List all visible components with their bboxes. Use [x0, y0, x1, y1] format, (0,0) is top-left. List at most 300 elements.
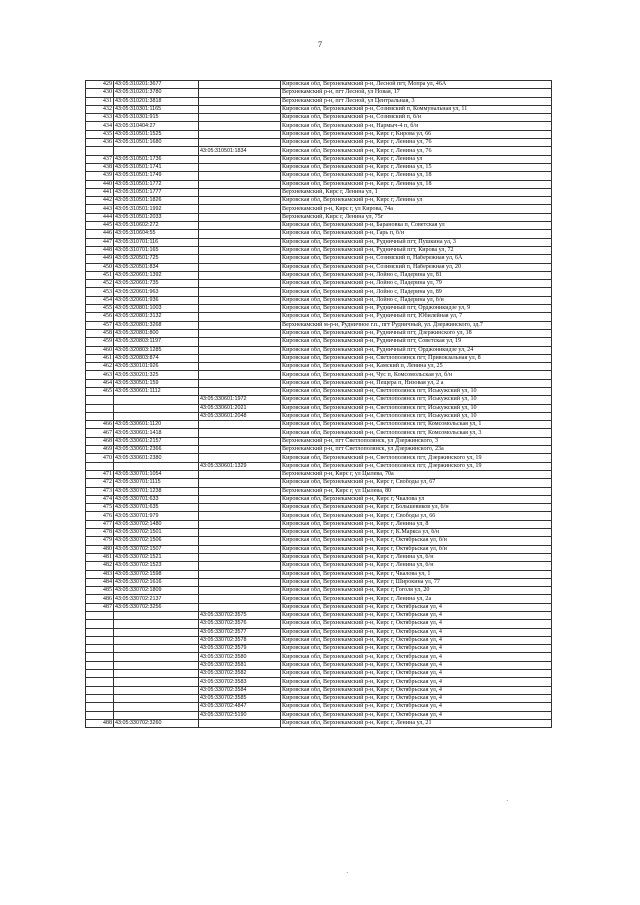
address-cell: Кировская обл, Верхнекамский р-н, Кирс г, Ленина ул, 18 — [281, 180, 552, 188]
row-number-cell: 472 — [86, 479, 114, 487]
cadastral-number-cell: 43:05:330501:159 — [114, 379, 199, 387]
row-number-cell: 446 — [86, 230, 114, 238]
row-number-cell — [86, 628, 114, 636]
table-row — [86, 105, 552, 113]
linked-cadastral-number-cell: 43:05:330702:3582 — [199, 670, 281, 678]
cadastral-number-cell: 43:05:310501:1749 — [114, 172, 199, 180]
row-number-cell: 488 — [86, 719, 114, 727]
row-number-cell: 479 — [86, 537, 114, 545]
cadastral-number-cell: 43:05:310301:915 — [114, 114, 199, 122]
row-number-cell: 456 — [86, 313, 114, 321]
linked-cadastral-number-cell — [199, 213, 281, 221]
linked-cadastral-number-cell — [199, 512, 281, 520]
linked-cadastral-number-cell — [199, 205, 281, 213]
row-number-cell: 443 — [86, 205, 114, 213]
linked-cadastral-number-cell: 43:05:330702:3575 — [199, 612, 281, 620]
table-row — [86, 512, 552, 520]
row-number-cell: 459 — [86, 338, 114, 346]
address-cell: Кировская обл, Верхнекамский р-н, Светлополянск пгт, Дзержинского ул, 19 — [281, 454, 552, 462]
table-row — [86, 653, 552, 661]
cadastral-number-cell: 43:05:330702:1521 — [114, 553, 199, 561]
row-number-cell: 465 — [86, 387, 114, 395]
table-row — [86, 686, 552, 694]
row-number-cell — [86, 670, 114, 678]
linked-cadastral-number-cell — [199, 114, 281, 122]
address-cell: Кировская обл, Верхнекамский р-н, Светлополянск пгт, Иськужский ул, 10 — [281, 412, 552, 420]
address-cell: Кировская обл, Верхнекамский р-н, Кирс г, Октябрьская ул, 4 — [281, 620, 552, 628]
row-number-cell: 460 — [86, 346, 114, 354]
linked-cadastral-number-cell: 43:05:310501:1834 — [199, 147, 281, 155]
table-row — [86, 238, 552, 246]
cadastral-number-cell: 43:05:310501:2033 — [114, 213, 199, 221]
cadastral-number-cell: 43:05:310501:1992 — [114, 205, 199, 213]
table-row — [86, 246, 552, 254]
table-row — [86, 147, 552, 155]
row-number-cell: 474 — [86, 495, 114, 503]
table-row — [86, 139, 552, 147]
linked-cadastral-number-cell: 43:05:330702:3580 — [199, 653, 281, 661]
row-number-cell: 466 — [86, 421, 114, 429]
cadastral-number-cell: 43:05:330702:1809 — [114, 587, 199, 595]
address-cell: Кировская обл, Верхнекамский р-н, Лойно с, Падерина ул, 81 — [281, 271, 552, 279]
table-row — [86, 81, 552, 89]
linked-cadastral-number-cell — [199, 470, 281, 478]
address-cell: Кировская обл, Верхнекамский р-н, Рудничный пгт, Орджоникидзе ул, 24 — [281, 346, 552, 354]
address-cell: Кировская обл, Верхнекамский р-н, Рудничный пгт, Советская ул, 19 — [281, 338, 552, 346]
address-cell: Кировская обл, Верхнекамский р-н, Рудничный пгт, Юбилейная ул, 7 — [281, 313, 552, 321]
row-number-cell — [86, 147, 114, 155]
cadastral-number-cell: 43:05:330702:1523 — [114, 562, 199, 570]
table-row — [86, 578, 552, 586]
address-cell: Кировская обл, Верхнекамский р-н, Кирс г, Октябрьская ул, 4 — [281, 686, 552, 694]
address-cell: Кировская обл, Верхнекамский р-н, Кирс г, Ленина ул, 76 — [281, 139, 552, 147]
row-number-cell — [86, 686, 114, 694]
cadastral-number-cell — [114, 636, 199, 644]
cadastral-number-cell: 43:05:310602:272 — [114, 222, 199, 230]
cadastral-number-cell: 43:05:320801:3268 — [114, 321, 199, 329]
table-row — [86, 122, 552, 130]
cadastral-number-cell — [114, 678, 199, 686]
address-cell: Кировская обл, Верхнекамский р-н, Лойно с, Падерина ул, б/н — [281, 296, 552, 304]
linked-cadastral-number-cell — [199, 230, 281, 238]
address-cell: Кировская обл, Верхнекамский р-н, Кирс г, Ленина ул — [281, 197, 552, 205]
cadastral-number-cell: 43:05:320803:1285 — [114, 346, 199, 354]
table-row — [86, 645, 552, 653]
row-number-cell — [86, 653, 114, 661]
row-number-cell: 470 — [86, 454, 114, 462]
table-row — [86, 180, 552, 188]
cadastral-number-cell — [114, 653, 199, 661]
row-number-cell: 429 — [86, 81, 114, 89]
row-number-cell: 437 — [86, 155, 114, 163]
address-cell: Кировская обл, Верхнекамский р-н, Кирс г, Большевиков ул, б/н — [281, 504, 552, 512]
address-cell: Верхнекамский р-н, Кирс г, ул Кирова, 74а — [281, 205, 552, 213]
row-number-cell: 455 — [86, 305, 114, 313]
table-row — [86, 470, 552, 478]
cadastral-number-cell: 43:05:320601:1392 — [114, 271, 199, 279]
address-cell: Кировская обл, Верхнекамский р-н, Кирс г, Октябрьская ул, 4 — [281, 645, 552, 653]
cadastral-number-cell — [114, 645, 199, 653]
row-number-cell: 475 — [86, 504, 114, 512]
address-cell: Кировская обл, Верхнекамский р-н, Кирс г, Октябрьская ул, 4 — [281, 703, 552, 711]
row-number-cell — [86, 620, 114, 628]
address-cell: Кировская обл, Верхнекамский р-н, Светлополянск пгт, Иськужский ул, 10 — [281, 387, 552, 395]
cadastral-number-cell: 43:05:330601:2380 — [114, 454, 199, 462]
row-number-cell: 436 — [86, 139, 114, 147]
cadastral-number-cell — [114, 694, 199, 702]
row-number-cell: 441 — [86, 188, 114, 196]
page-number: 7 — [318, 40, 322, 49]
table-row — [86, 570, 552, 578]
row-number-cell: 461 — [86, 354, 114, 362]
cadastral-number-cell: 43:05:330702:1616 — [114, 578, 199, 586]
cadastral-register-table — [85, 80, 552, 728]
address-cell: Кировская обл, Верхнекамский р-н, Светлополянск пгт, Комсомольская ул, 3 — [281, 429, 552, 437]
table-row — [86, 429, 552, 437]
linked-cadastral-number-cell — [199, 587, 281, 595]
address-cell: Кировская обл, Верхнекамский р-н, Кирс г, Кирова ул, 66 — [281, 130, 552, 138]
row-number-cell: 468 — [86, 437, 114, 445]
row-number-cell: 469 — [86, 446, 114, 454]
row-number-cell: 476 — [86, 512, 114, 520]
linked-cadastral-number-cell — [199, 595, 281, 603]
row-number-cell: 473 — [86, 487, 114, 495]
address-cell: Кировская обл, Верхнекамский р-н, Камский п, Ленина ул, 25 — [281, 363, 552, 371]
cadastral-number-cell: 43:05:330601:2157 — [114, 437, 199, 445]
cadastral-number-cell: 43:05:310501:1525 — [114, 130, 199, 138]
address-cell: Кировская обл, Верхнекамский р-н, Кирс г, Октябрьская ул, 4 — [281, 628, 552, 636]
address-cell: Кировская обл, Верхнекамский р-н, Рудничный пгт, Пушкина ул, 3 — [281, 238, 552, 246]
address-cell: Кировская обл, Верхнекамский р-н, Кирс г, Октябрьская ул, б/н — [281, 545, 552, 553]
row-number-cell — [86, 694, 114, 702]
linked-cadastral-number-cell — [199, 487, 281, 495]
row-number-cell: 482 — [86, 562, 114, 570]
address-cell: Кировская обл, Верхнекамский р-н, Кирс г, Чкалова ул — [281, 495, 552, 503]
linked-cadastral-number-cell — [199, 379, 281, 387]
cadastral-number-cell: 43:05:320801:3132 — [114, 313, 199, 321]
address-cell: Кировская обл, Верхнекамский р-н, Кирс г, Октябрьская ул, 4 — [281, 678, 552, 686]
table-row — [86, 719, 552, 727]
row-number-cell: 453 — [86, 288, 114, 296]
row-number-cell: 480 — [86, 545, 114, 553]
table-row — [86, 255, 552, 263]
cadastral-number-cell: 43:05:330601:1418 — [114, 429, 199, 437]
table-row — [86, 678, 552, 686]
row-number-cell: 444 — [86, 213, 114, 221]
address-cell: Кировская обл, Верхнекамский р-н, Кирс г, Октябрьская ул, 4 — [281, 636, 552, 644]
linked-cadastral-number-cell — [199, 520, 281, 528]
address-cell: Кировская обл, Верхнекамский р-н, Лесной пгт, Мопра ул, 46А — [281, 81, 552, 89]
row-number-cell: 458 — [86, 329, 114, 337]
linked-cadastral-number-cell: 43:05:330702:4847 — [199, 703, 281, 711]
row-number-cell: 485 — [86, 587, 114, 595]
row-number-cell — [86, 636, 114, 644]
address-cell: Кировская обл, Верхнекамский р-н, Лойно с, Падерина ул, 79 — [281, 280, 552, 288]
table-row — [86, 288, 552, 296]
cadastral-number-cell: 43:05:330701:1054 — [114, 470, 199, 478]
row-number-cell — [86, 711, 114, 719]
table-row — [86, 504, 552, 512]
cadastral-number-cell — [114, 147, 199, 155]
address-cell: Кировская обл, Верхнекамский р-н, Рудничный пгт, Орджоникидзе ул, 9 — [281, 305, 552, 313]
linked-cadastral-number-cell — [199, 246, 281, 254]
linked-cadastral-number-cell — [199, 271, 281, 279]
table-row — [86, 612, 552, 620]
table-row — [86, 155, 552, 163]
row-number-cell: 435 — [86, 130, 114, 138]
linked-cadastral-number-cell — [199, 495, 281, 503]
cadastral-number-cell: 43:05:310701:116 — [114, 238, 199, 246]
address-cell: Кировская обл, Верхнекамский р-н, Кирс г, Октябрьская ул, 4 — [281, 603, 552, 611]
table-row — [86, 545, 552, 553]
cadastral-number-cell: 43:05:330702:1507 — [114, 545, 199, 553]
table-row — [86, 529, 552, 537]
table-row — [86, 595, 552, 603]
linked-cadastral-number-cell: 43:05:330702:3581 — [199, 661, 281, 669]
cadastral-number-cell: 43:05:330701:1238 — [114, 487, 199, 495]
address-cell: Кировская обл, Верхнекамский р-н, Пещера п, Низовая ул, 2 а — [281, 379, 552, 387]
linked-cadastral-number-cell — [199, 105, 281, 113]
linked-cadastral-number-cell — [199, 130, 281, 138]
table-row — [86, 387, 552, 395]
table-row — [86, 553, 552, 561]
cadastral-number-cell: 43:05:310501:1680 — [114, 139, 199, 147]
cadastral-number-cell: 43:05:320801:800 — [114, 329, 199, 337]
row-number-cell: 442 — [86, 197, 114, 205]
cadastral-number-cell: 43:05:320501:725 — [114, 255, 199, 263]
register-body — [86, 81, 552, 728]
linked-cadastral-number-cell — [199, 479, 281, 487]
address-cell: Кировская обл, Верхнекамский р-н, Рудничный пгт, Дзержинского ул, 18 — [281, 329, 552, 337]
address-cell: Кировская обл, Верхнекамский р-н, Созимский п, б/н — [281, 114, 552, 122]
cadastral-number-cell: 43:05:310501:1772 — [114, 180, 199, 188]
table-row — [86, 89, 552, 97]
row-number-cell: 477 — [86, 520, 114, 528]
row-number-cell: 434 — [86, 122, 114, 130]
row-number-cell: 447 — [86, 238, 114, 246]
address-cell: Кировская обл, Верхнекамский р-н, Кирс г, Октябрьская ул, 4 — [281, 653, 552, 661]
linked-cadastral-number-cell — [199, 197, 281, 205]
linked-cadastral-number-cell — [199, 163, 281, 171]
table-row — [86, 363, 552, 371]
table-row — [86, 412, 552, 420]
linked-cadastral-number-cell — [199, 263, 281, 271]
linked-cadastral-number-cell — [199, 338, 281, 346]
linked-cadastral-number-cell — [199, 504, 281, 512]
table-row — [86, 670, 552, 678]
row-number-cell: 454 — [86, 296, 114, 304]
linked-cadastral-number-cell: 43:05:330702:3584 — [199, 686, 281, 694]
address-cell: Кировская обл, Верхнекамский р-н, Созимский п, Коммунальная ул, 11 — [281, 105, 552, 113]
linked-cadastral-number-cell — [199, 562, 281, 570]
row-number-cell: 483 — [86, 570, 114, 578]
address-cell: Кировская обл, Верхнекамский р-н, Гарь п, б/н — [281, 230, 552, 238]
table-row — [86, 603, 552, 611]
cadastral-number-cell: 43:05:330702:3260 — [114, 719, 199, 727]
linked-cadastral-number-cell: 43:05:330601:2048 — [199, 412, 281, 420]
table-row — [86, 661, 552, 669]
cadastral-number-cell: 43:05:310201:3818 — [114, 97, 199, 105]
linked-cadastral-number-cell — [199, 89, 281, 97]
address-cell: Кировская обл, Верхнекамский р-н, Кирс г, Ленина ул, б/н — [281, 553, 552, 561]
address-cell: Кировская обл, Верхнекамский р-н, Нармыч-4 п, б/н — [281, 122, 552, 130]
cadastral-number-cell: 43:05:330101:926 — [114, 363, 199, 371]
linked-cadastral-number-cell — [199, 180, 281, 188]
table-row — [86, 446, 552, 454]
cadastral-number-cell: 43:05:330601:1112 — [114, 387, 199, 395]
address-cell: Кировская обл, Верхнекамский р-н, Кирс г, Ленина ул, 76 — [281, 147, 552, 155]
linked-cadastral-number-cell — [199, 296, 281, 304]
cadastral-number-cell: 43:05:310201:3677 — [114, 81, 199, 89]
cadastral-number-cell: 43:05:310701:165 — [114, 246, 199, 254]
linked-cadastral-number-cell: 43:05:330601:1972 — [199, 396, 281, 404]
linked-cadastral-number-cell: 43:05:330702:3585 — [199, 694, 281, 702]
table-row — [86, 172, 552, 180]
linked-cadastral-number-cell — [199, 81, 281, 89]
table-row — [86, 130, 552, 138]
row-number-cell: 486 — [86, 595, 114, 603]
linked-cadastral-number-cell — [199, 188, 281, 196]
row-number-cell: 448 — [86, 246, 114, 254]
address-cell: Кировская обл, Верхнекамский р-н, Кирс г, Ленина ул — [281, 155, 552, 163]
linked-cadastral-number-cell — [199, 578, 281, 586]
linked-cadastral-number-cell — [199, 122, 281, 130]
linked-cadastral-number-cell — [199, 222, 281, 230]
address-cell: Кировская обл, Верхнекамский р-н, Барановка п, Советская ул — [281, 222, 552, 230]
cadastral-number-cell — [114, 703, 199, 711]
address-cell: Кировская обл, Верхнекамский р-н, Светлополянск пгт, Дзержинского ул, 19 — [281, 462, 552, 470]
row-number-cell — [86, 661, 114, 669]
row-number-cell: 438 — [86, 163, 114, 171]
table-row — [86, 487, 552, 495]
address-cell: Кировская обл, Верхнекамский р-н, Светлополянск пгт, Иськужский ул, 10 — [281, 396, 552, 404]
address-cell: Кировская обл, Верхнекамский р-н, Светлополянск пгт, Комсомольская ул, 1 — [281, 421, 552, 429]
address-cell: Кировская обл, Верхнекамский р-н, Кирс г, Ленина ул, б/н — [281, 562, 552, 570]
table-row — [86, 404, 552, 412]
table-row — [86, 711, 552, 719]
linked-cadastral-number-cell — [199, 553, 281, 561]
cadastral-number-cell: 43:05:330701:979 — [114, 512, 199, 520]
table-row — [86, 305, 552, 313]
row-number-cell: 487 — [86, 603, 114, 611]
cadastral-number-cell — [114, 462, 199, 470]
table-row — [86, 321, 552, 329]
linked-cadastral-number-cell — [199, 280, 281, 288]
linked-cadastral-number-cell — [199, 719, 281, 727]
address-cell: Верхнекамский р-н, Кирс г, ул Цылева, 70а — [281, 470, 552, 478]
linked-cadastral-number-cell — [199, 139, 281, 147]
row-number-cell — [86, 703, 114, 711]
cadastral-number-cell — [114, 412, 199, 420]
row-number-cell — [86, 612, 114, 620]
linked-cadastral-number-cell — [199, 363, 281, 371]
address-cell: Кировская обл, Верхнекамский р-н, Кирс г, Гоголя ул, 20 — [281, 587, 552, 595]
table-row — [86, 296, 552, 304]
cadastral-number-cell: 43:05:310301:1165 — [114, 105, 199, 113]
scan-mark: · — [346, 869, 349, 877]
linked-cadastral-number-cell — [199, 238, 281, 246]
address-cell: Кировская обл, Верхнекамский р-н, Лойно с, Падерина ул, 89 — [281, 288, 552, 296]
cadastral-number-cell: 43:05:320501:834 — [114, 263, 199, 271]
table-row — [86, 620, 552, 628]
linked-cadastral-number-cell — [199, 313, 281, 321]
cadastral-number-cell: 43:05:320601:735 — [114, 280, 199, 288]
table-row — [86, 163, 552, 171]
address-cell: Верхнекамский р-н, пгт Светлополянск, ул Дзержинского, 23а — [281, 446, 552, 454]
address-cell: Кировская обл, Верхнекамский р-н, Созимский п, Набережная ул, 20 — [281, 263, 552, 271]
address-cell: Верхнекамский м-р-н, Рудничное г.п., пгт Рудничный, ул. Дзержинского, зд.7 — [281, 321, 552, 329]
linked-cadastral-number-cell: 43:05:330702:3578 — [199, 636, 281, 644]
cadastral-number-cell: 43:05:320601:963 — [114, 288, 199, 296]
cadastral-number-cell: 43:05:330601:2366 — [114, 446, 199, 454]
cadastral-number-cell — [114, 404, 199, 412]
row-number-cell — [86, 396, 114, 404]
address-cell: Верхнекамский р-н, пгт Лесной, ул Центральная, 3 — [281, 97, 552, 105]
row-number-cell: 471 — [86, 470, 114, 478]
row-number-cell: 445 — [86, 222, 114, 230]
table-row — [86, 205, 552, 213]
address-cell: Кировская обл, Верхнекамский р-н, Кирс г, Ленина ул, 15 — [281, 163, 552, 171]
linked-cadastral-number-cell — [199, 255, 281, 263]
address-cell: Кировская обл, Верхнекамский р-н, Кирс г, Октябрьская ул, 4 — [281, 694, 552, 702]
address-cell: Кировская обл, Верхнекамский р-н, Кирс г, Ленина ул, 8 — [281, 520, 552, 528]
cadastral-number-cell: 43:05:330702:1598 — [114, 570, 199, 578]
address-cell: Кировская обл, Верхнекамский р-н, Кирс г, Октябрьская ул, б/н — [281, 537, 552, 545]
table-row — [86, 587, 552, 595]
table-row — [86, 97, 552, 105]
cadastral-number-cell: 43:05:310501:1777 — [114, 188, 199, 196]
table-row — [86, 338, 552, 346]
linked-cadastral-number-cell — [199, 329, 281, 337]
address-cell: Верхнекамский р-н, пгт Лесной, ул Новая, 17 — [281, 89, 552, 97]
table-row — [86, 313, 552, 321]
table-row — [86, 197, 552, 205]
linked-cadastral-number-cell — [199, 537, 281, 545]
address-cell: Кировская обл, Верхнекамский р-н, Кирс г, Ленина ул, 21 — [281, 719, 552, 727]
address-cell: Кировская обл, Верхнекамский р-н, Кирс г, Октябрьская ул, 4 — [281, 711, 552, 719]
cadastral-number-cell — [114, 686, 199, 694]
linked-cadastral-number-cell — [199, 437, 281, 445]
address-cell: Кировская обл, Верхнекамский р-н, Кирс г, К.Маркса ул, б/н — [281, 529, 552, 537]
table-row — [86, 354, 552, 362]
row-number-cell: 451 — [86, 271, 114, 279]
cadastral-number-cell — [114, 711, 199, 719]
row-number-cell: 449 — [86, 255, 114, 263]
table-row — [86, 462, 552, 470]
row-number-cell: 478 — [86, 529, 114, 537]
scan-mark: · — [506, 797, 509, 805]
linked-cadastral-number-cell: 43:05:330702:3583 — [199, 678, 281, 686]
linked-cadastral-number-cell: 43:05:330702:3576 — [199, 620, 281, 628]
cadastral-number-cell: 43:05:330601:1120 — [114, 421, 199, 429]
row-number-cell: 452 — [86, 280, 114, 288]
row-number-cell: 457 — [86, 321, 114, 329]
linked-cadastral-number-cell: 43:05:330702:3577 — [199, 628, 281, 636]
linked-cadastral-number-cell — [199, 172, 281, 180]
row-number-cell: 481 — [86, 553, 114, 561]
cadastral-number-cell: 43:05:330702:2137 — [114, 595, 199, 603]
linked-cadastral-number-cell — [199, 97, 281, 105]
table-row — [86, 636, 552, 644]
table-row — [86, 694, 552, 702]
address-cell: Кировская обл, Верхнекамский р-н, Кирс г, Октябрьская ул, 4 — [281, 661, 552, 669]
cadastral-number-cell: 43:05:310201:3780 — [114, 89, 199, 97]
linked-cadastral-number-cell: 43:05:330601:1329 — [199, 462, 281, 470]
row-number-cell — [86, 462, 114, 470]
address-cell: Кировская обл, Верхнекамский р-н, Кирс г, Широкина ул, 77 — [281, 578, 552, 586]
address-cell: Верхнекамский, Кирс г, Ленина ул, 75г — [281, 213, 552, 221]
address-cell: Кировская обл, Верхнекамский р-н, Чус п, Комсомольская ул, б/н — [281, 371, 552, 379]
